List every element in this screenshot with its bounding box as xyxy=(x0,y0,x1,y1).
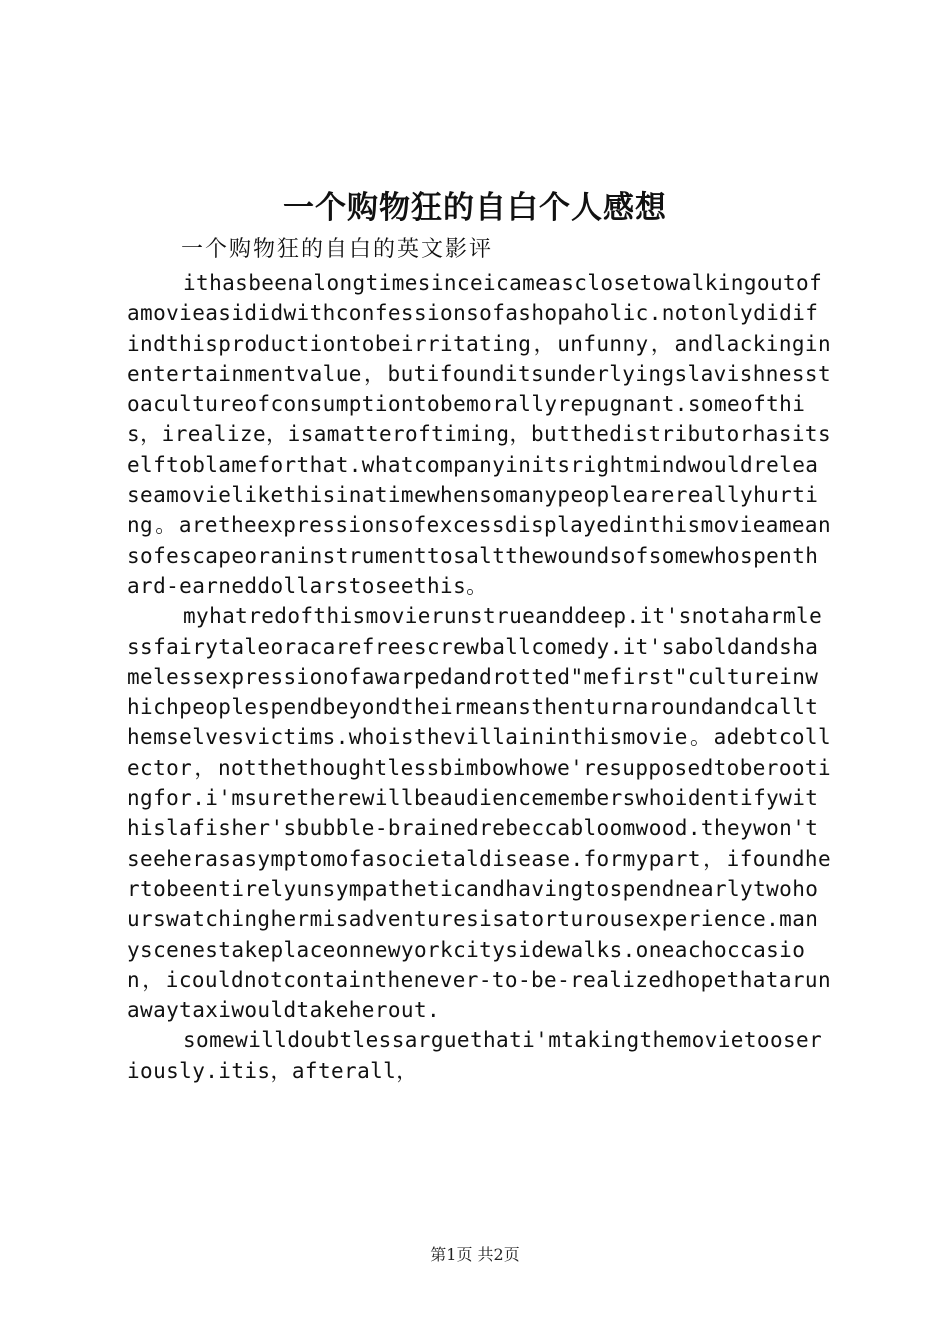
document-body xyxy=(127,268,831,1086)
body-paragraph: somewilldoubtlessarguethati'mtakingthemovietooseriously.itis，afterall， xyxy=(127,1028,823,1083)
body-paragraph: ithasbeenalongtimesinceicameasclosetowalkingoutofamovieasididwithconfessionsofashopaholic.notonlydidifindthisproductiontobeirritating，unfunny，andlackinginentertainmentvalue，butifounditsunderlyingslavishnesstoacultureofconsumptiontobemorallyrepugnant.someofthis，irealize，isamatteroftiming，butthedistributorhasitselftoblameforthat.whatcompanyinitsrightmindwouldreleaseamovielikethisinatimewhensomanypeoplearereallyhurting。aretheexpressionsofexcessdisplayedinthismovieameansofescapeoraninstrumenttosaltthewoundsofsomewhospenthard-earneddollarstoseethis。 xyxy=(127,271,831,598)
document-title: 一个购物狂的自白个人感想 xyxy=(283,190,667,226)
document-subtitle: 一个购物狂的自白的英文影评 xyxy=(181,237,494,262)
page-number-footer: 第1页 共2页 xyxy=(430,1245,520,1264)
body-paragraph: myhatredofthismovierunstrueanddeep.it'snotaharmlessfairytaleoracarefreescrewballcomedy.it'saboldandshamelessexpressionofawarpedandrotted"mefirst"cultureinwhichpeoplespendbeyondtheirmeansthenturnaroundandcallthemselvesvictims.whoisthevillaininthismovie。adebtcollector，notthethoughtlessbimbowhowe'resupposedtoberootingfor.i'msuretherewillbeaudiencememberswhoidentifywithislafisher'sbubble-brainedrebeccabloomwood.theywon'tseeherasasymptomofasocietaldisease.formypart，ifoundhertobeentirelyunsympatheticandhavingtospendnearlytwohourswatchinghermisadventuresisatorturousexperience.manyscenestakeplaceonnewyorkcitysidewalks.oneachoccasion，icouldnotcontainthenever-to-be-realizedhopethatarunawaytaxiwouldtakeherout. xyxy=(127,604,831,1023)
